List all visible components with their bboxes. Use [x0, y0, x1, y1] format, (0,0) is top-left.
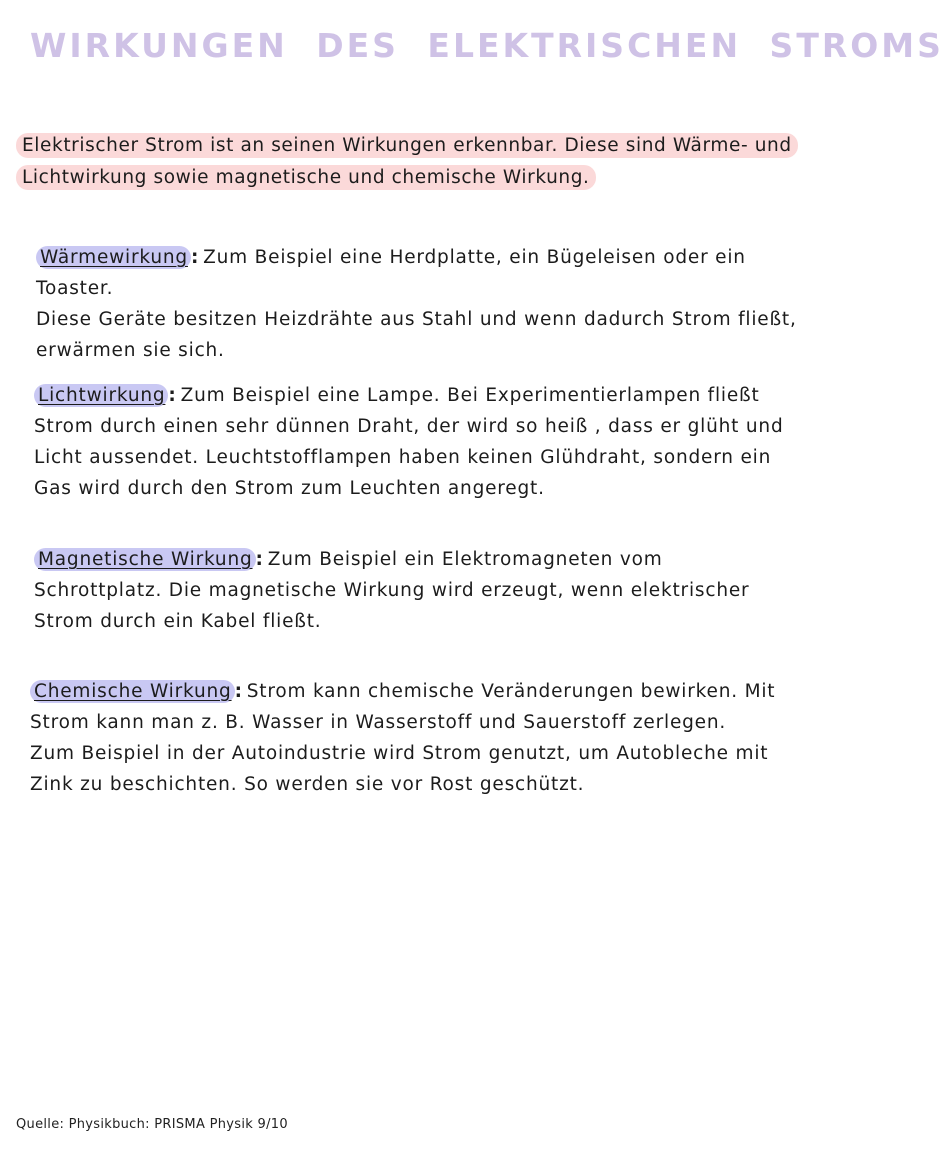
term-colon: :	[168, 385, 177, 406]
term-waermewirkung: Wärmewirkung	[36, 246, 191, 269]
term-magnetische-wirkung: Magnetische Wirkung	[34, 548, 256, 571]
intro-paragraph	[16, 130, 816, 194]
section-line: Diese Geräte besitzen Heizdrähte aus Stahl und wenn dadurch Strom fließt,	[36, 309, 797, 330]
term-lichtwirkung: Lichtwirkung	[34, 384, 168, 407]
section-line: Gas wird durch den Strom zum Leuchten angeregt.	[34, 478, 545, 499]
section-line: Schrottplatz. Die magnetische Wirkung wird erzeugt, wenn elektrischer	[34, 580, 750, 601]
section-line: Zum Beispiel eine Herdplatte, ein Bügeleisen oder ein Toaster.	[36, 247, 746, 299]
section-line: Zum Beispiel eine Lampe. Bei Experimentierlampen fließt	[180, 385, 760, 406]
term-colon: :	[190, 247, 200, 268]
section-line: Strom durch einen sehr dünnen Draht, der wird so heiß , dass er glüht und	[34, 416, 784, 437]
section-line: Strom kann chemische Veränderungen bewirken. Mit	[246, 681, 776, 702]
section-line: Strom durch ein Kabel fließt.	[34, 611, 322, 632]
source-citation: Quelle: Physikbuch: PRISMA Physik 9/10	[16, 1117, 288, 1132]
page-title: WIRKUNGEN DES ELEKTRISCHEN STROMS	[30, 26, 944, 65]
term-colon: :	[255, 549, 264, 570]
section-line: erwärmen sie sich.	[36, 340, 225, 361]
term-chemische-wirkung: Chemische Wirkung	[30, 680, 235, 703]
section-magnetische-wirkung	[34, 544, 824, 637]
section-line: Licht aussendet. Leuchtstofflampen haben keinen Glühdraht, sondern ein	[34, 447, 772, 468]
section-lichtwirkung	[34, 380, 824, 504]
intro-line-2: Lichtwirkung sowie magnetische und chemische Wirkung.	[16, 165, 596, 190]
section-chemische-wirkung	[30, 676, 820, 800]
section-line: Strom kann man z. B. Wasser in Wasserstoff und Sauerstoff zerlegen.	[30, 712, 727, 733]
intro-line-1: Elektrischer Strom ist an seinen Wirkungen erkennbar. Diese sind Wärme- und	[16, 133, 798, 158]
section-line: Zum Beispiel in der Autoindustrie wird Strom genutzt, um Autobleche mit	[30, 743, 769, 764]
section-line: Zink zu beschichten. So werden sie vor Rost geschützt.	[30, 774, 585, 795]
section-line: Zum Beispiel ein Elektromagneten vom	[267, 549, 663, 570]
term-colon: :	[234, 681, 243, 702]
section-waermewirkung	[36, 242, 826, 366]
